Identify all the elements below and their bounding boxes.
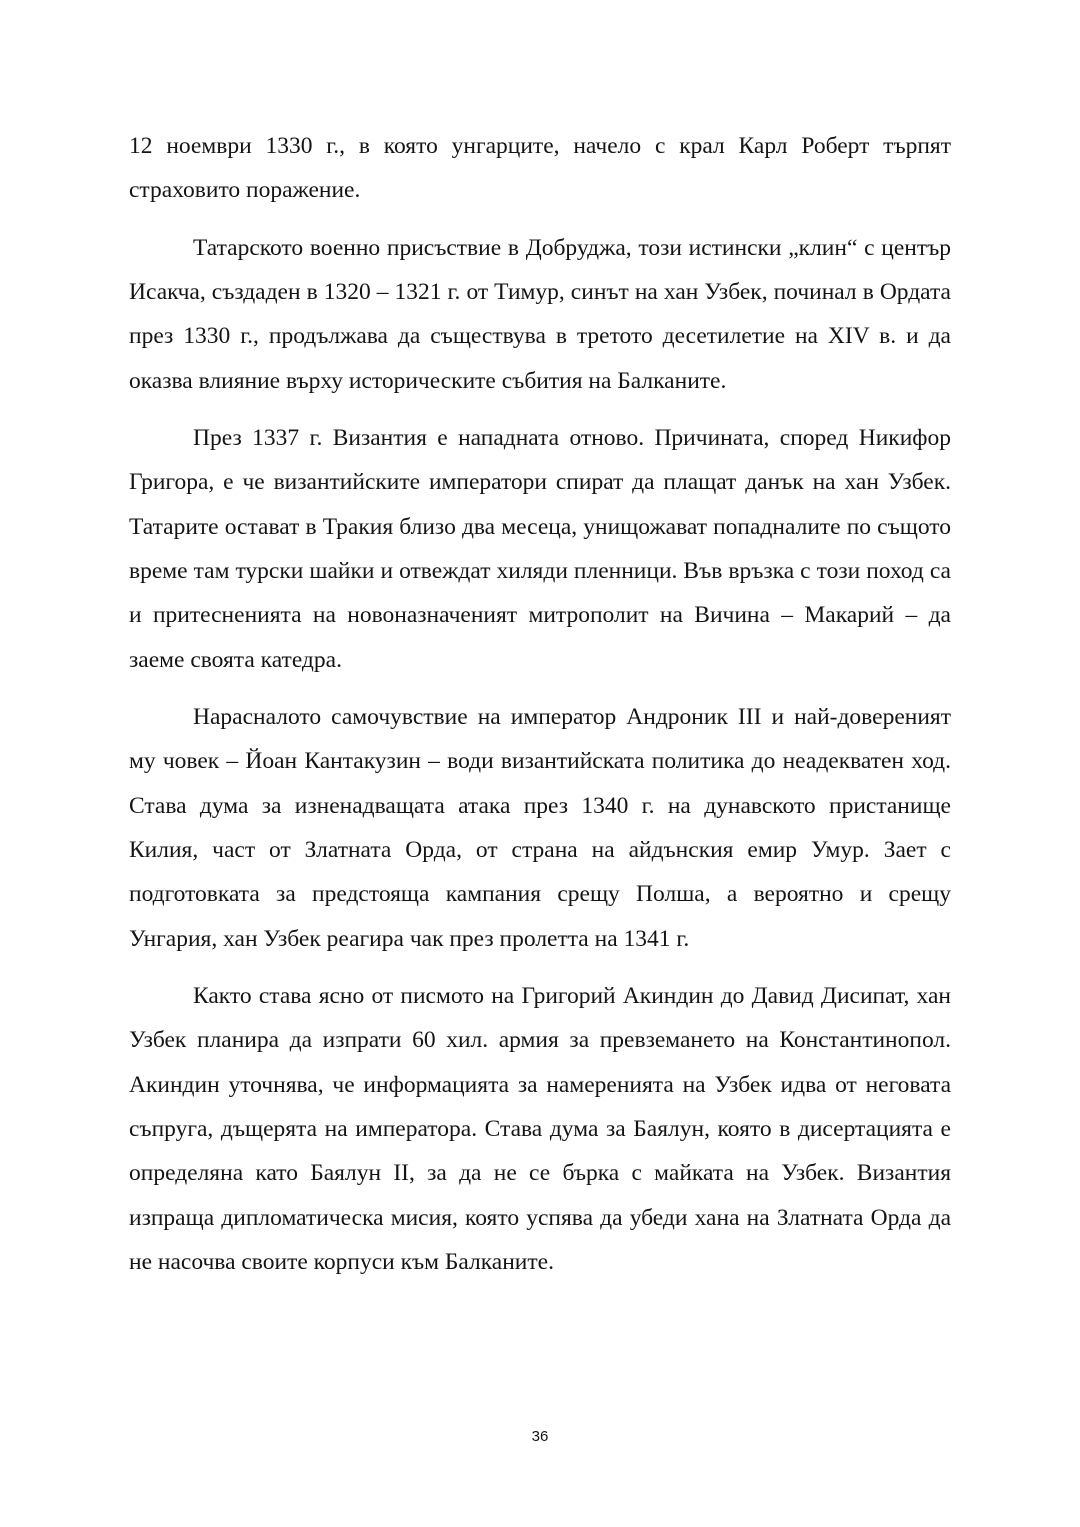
- paragraph-3: През 1337 г. Византия е нападната отново. Причината, според Никифор Григора, е че византийските императори спират да плащат данък на хан Узбек. Татарите остават в Тракия близо два месеца, унищожават попадналите по същото време там турски шайки и отвеждат хиляди пленници. Във връзка с този поход са и притесненията на новоназначеният митрополит на Вичина – Макарий – да заеме своята катедра.: [129, 425, 951, 673]
- paragraph-4: Нарасналото самочувствие на император Андроник III и най-довереният му човек – Йоан Кантакузин – води византийската политика до неадекватен ход. Става дума за изненадващата атака през 1340 г. на дунавското пристанище Килия, част от Златната Орда, от страна на айдънския емир Умур. Зает с подготовката за предстояща кампания срещу Полша, а вероятно и срещу Унгария, хан Узбек реагира чак през пролетта на 1341 г.: [129, 704, 951, 952]
- body-text: [129, 124, 951, 1297]
- paragraph-2: Татарското военно присъствие в Добруджа, този истински „клин“ с център Исакча, създаден в 1320 – 1321 г. от Тимур, синът на хан Узбек, починал в Ордата през 1330 г., продължава да съществува в третото десетилетие на XIV в. и да оказва влияние върху историческите събития на Балканите.: [129, 234, 951, 394]
- paragraph-5: Както става ясно от писмото на Григорий Акиндин до Давид Дисипат, хан Узбек планира да изпрати 60 хил. армия за превземането на Константинопол. Акиндин уточнява, че информацията за намеренията на Узбек идва от неговата съпруга, дъщерята на императора. Става дума за Баялун, която в дисертацията е определяна като Баялун II, за да не се бърка с майката на Узбек. Византия изпраща дипломатическа мисия, която успява да убеди хана на Златната Орда да не насочва своите корпуси към Балканите.: [129, 983, 951, 1275]
- paragraph-1: 12 ноември 1330 г., в която унгарците, начело с крал Карл Роберт търпят страховито поражение.: [129, 133, 951, 204]
- page-number: 36: [531, 1428, 549, 1445]
